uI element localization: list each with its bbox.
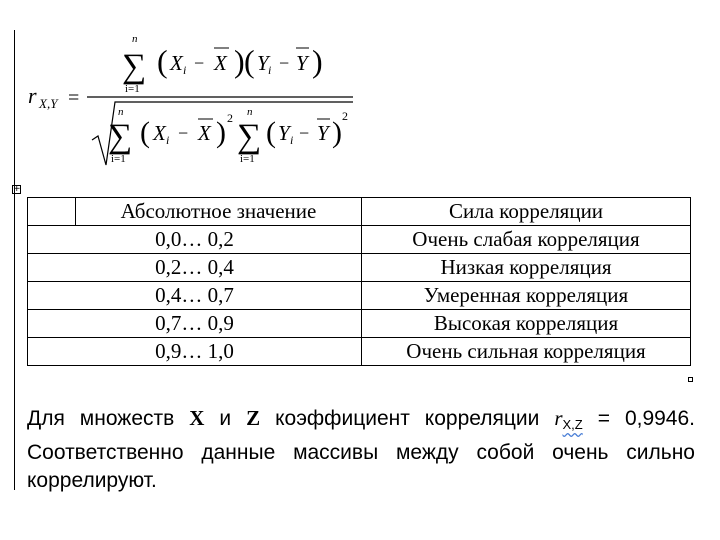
num-sum-top: n	[132, 33, 138, 45]
num-x-index: i	[183, 63, 187, 77]
den1-x: X	[153, 121, 166, 145]
num-paren-close-1: )	[234, 43, 245, 79]
strength-cell: Умеренная корреляция	[362, 282, 691, 310]
den1-paren-close: )	[216, 116, 226, 149]
num-sum-bottom: i=1	[125, 83, 140, 95]
den2-y-index: i	[290, 133, 294, 147]
strength-cell: Очень слабая корреляция	[362, 226, 691, 254]
header-strength-cell: Сила корреляции	[362, 198, 691, 226]
correlation-strength-table	[27, 197, 691, 366]
den2-y: Y	[278, 121, 290, 145]
den2-paren-close: )	[332, 116, 342, 149]
num-y: Y	[257, 51, 269, 75]
table-row	[28, 310, 691, 338]
range-cell: 0,4… 0,7	[28, 282, 362, 310]
table-row	[28, 338, 691, 366]
num-y-index: i	[268, 63, 272, 77]
num-x-mean: X	[214, 51, 227, 75]
formula-equals: =	[68, 87, 80, 109]
r-symbol: r	[554, 406, 563, 430]
correlation-formula	[0, 0, 720, 180]
header-value-cell: Абсолютное значение	[76, 198, 362, 226]
den1-sum-top: n	[118, 106, 124, 118]
num-minus-1: −	[194, 53, 205, 73]
num-paren-open-1: (	[157, 43, 168, 79]
den1-minus: −	[178, 123, 189, 143]
den2-sum-top: n	[247, 106, 253, 118]
den2-y-mean: Y	[317, 121, 329, 145]
den1-paren-open: (	[140, 116, 150, 149]
paragraph-line-2: Соответственно данные массивы между собой очень сильно	[27, 441, 695, 464]
den2-paren-open: (	[266, 116, 276, 149]
den2-square: 2	[342, 109, 348, 123]
num-sum-sign: ∑	[122, 48, 147, 85]
formula-r-symbol: r	[28, 83, 37, 108]
den2-sum-bottom: i=1	[240, 153, 255, 165]
table-row	[28, 254, 691, 282]
coefficient-value: = 0,9946.	[582, 407, 696, 430]
strength-cell: Низкая корреляция	[362, 254, 691, 282]
den1-x-mean: X	[198, 121, 211, 145]
den2-sum-sign: ∑	[237, 118, 262, 155]
set-x-label: X	[189, 406, 205, 430]
table-row	[28, 226, 691, 254]
header-spacer-cell	[28, 198, 76, 226]
table-resize-handle[interactable]	[688, 377, 693, 382]
num-paren-close-2: )	[312, 43, 323, 79]
range-cell: 0,2… 0,4	[28, 254, 362, 282]
table-row	[28, 282, 691, 310]
paragraph-line-1	[27, 404, 695, 439]
strength-cell: Очень сильная корреляция	[362, 338, 691, 366]
den1-sum-bottom: i=1	[111, 153, 126, 165]
set-z-label: Z	[246, 406, 261, 430]
text-span: коэффициент корреляции	[260, 407, 555, 430]
formula-r-subscript: X,Y	[39, 96, 58, 111]
num-paren-open-2: (	[244, 43, 255, 79]
range-cell: 0,7… 0,9	[28, 310, 362, 338]
num-y-mean: Y	[296, 51, 308, 75]
range-cell: 0,0… 0,2	[28, 226, 362, 254]
paragraph-line-3: коррелируют.	[27, 469, 157, 492]
text-span: Для множеств	[27, 407, 190, 430]
den1-sum-sign: ∑	[108, 118, 133, 155]
den1-x-index: i	[166, 133, 170, 147]
table-header-row	[28, 198, 691, 226]
table-move-handle-icon[interactable]: +	[13, 184, 21, 194]
num-minus-2: −	[279, 53, 290, 73]
conclusion-paragraph	[27, 404, 695, 495]
den2-minus: −	[299, 123, 310, 143]
den1-square: 2	[227, 111, 233, 125]
strength-cell: Высокая корреляция	[362, 310, 691, 338]
r-subscript: X,Z	[562, 417, 583, 432]
range-cell: 0,9… 1,0	[28, 338, 362, 366]
text-span: и	[204, 407, 247, 430]
num-x: X	[170, 51, 183, 75]
